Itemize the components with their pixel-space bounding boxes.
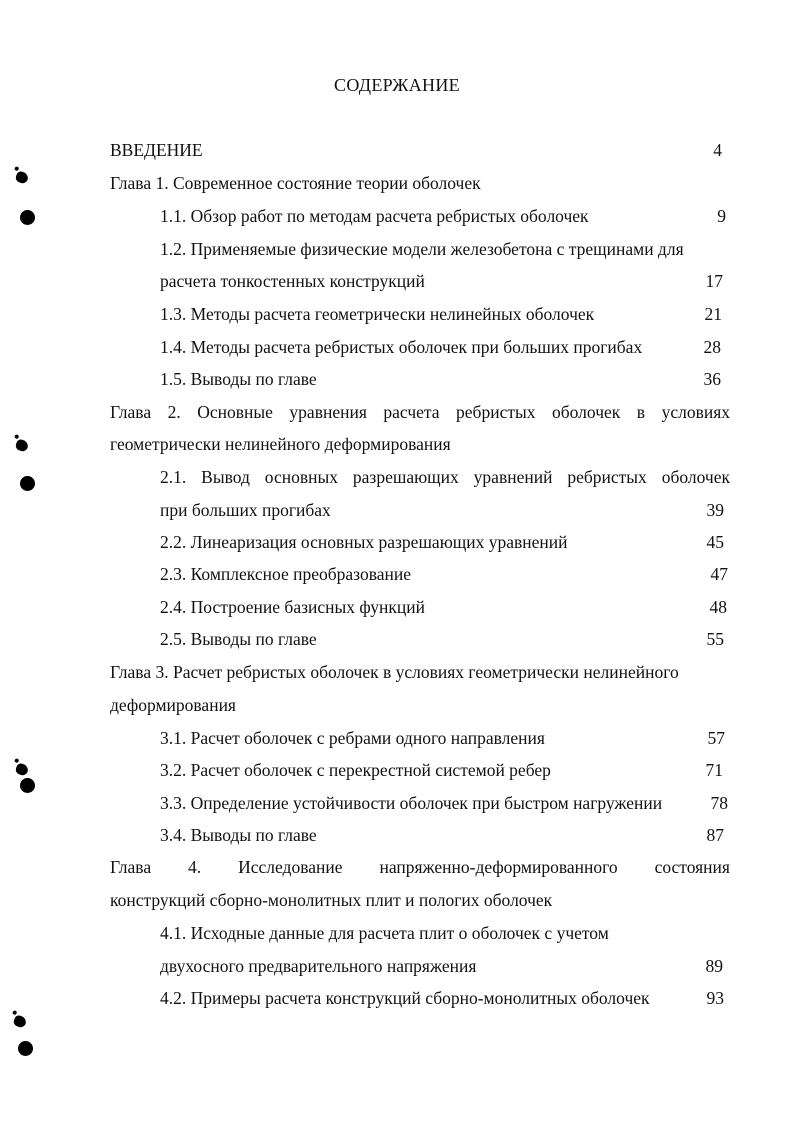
toc-entry-text: двухосного предварительного напряжения bbox=[160, 956, 477, 976]
toc-entry-text: 2.2. Линеаризация основных разрешающих уравнений bbox=[160, 532, 568, 552]
toc-entry-text: Глава 3. Расчет ребристых оболочек в условиях геометрически нелинейного bbox=[110, 662, 679, 682]
toc-entry-page: 17 bbox=[705, 271, 723, 291]
toc-chapter-4 bbox=[110, 854, 730, 880]
toc-section-1-1 bbox=[160, 203, 726, 229]
toc-entry-page: 4 bbox=[713, 140, 722, 160]
toc-entry-page: 78 bbox=[710, 793, 728, 813]
toc-word: состояния bbox=[654, 857, 730, 877]
toc-entry-introduction bbox=[110, 137, 722, 163]
toc-entry-page: 28 bbox=[703, 337, 721, 357]
toc-entry-page: 55 bbox=[706, 629, 724, 649]
toc-entry-text: 2.4. Построение базисных функций bbox=[160, 597, 426, 617]
toc-word: Исследование bbox=[238, 857, 343, 877]
toc-section-3-3 bbox=[160, 790, 728, 816]
toc-chapter-3-cont bbox=[110, 692, 730, 718]
toc-entry-text: 2.3. Комплексное преобразование bbox=[160, 564, 411, 584]
toc-chapter-2: Глава 2. Основные уравнения расчета ребристых оболочек в условиях bbox=[110, 402, 730, 422]
toc-section-4-1-cont bbox=[160, 953, 723, 979]
toc-entry-text: 3.1. Расчет оболочек с ребрами одного направления bbox=[160, 728, 545, 748]
toc-section-2-1-cont bbox=[160, 497, 724, 523]
binder-hole-dot bbox=[18, 1041, 33, 1056]
toc-entry-text: Глава 1. Современное состояние теории оболочек bbox=[110, 173, 481, 193]
toc-section-2-4 bbox=[160, 594, 727, 620]
toc-chapter-2-cont bbox=[110, 431, 730, 457]
toc-entry-text: 1.2. Применяемые физические модели железобетона с трещинами для bbox=[160, 239, 684, 259]
toc-section-3-2 bbox=[160, 757, 723, 783]
toc-entry-text: деформирования bbox=[110, 695, 236, 715]
binder-hole-dot bbox=[20, 210, 35, 225]
toc-entry-page: 39 bbox=[706, 500, 724, 520]
toc-word: напряженно-деформированного bbox=[379, 857, 618, 877]
toc-entry-text: конструкций сборно-монолитных плит и пологих оболочек bbox=[110, 890, 553, 910]
toc-chapter-4-cont bbox=[110, 887, 730, 913]
toc-section-1-4 bbox=[160, 334, 721, 360]
toc-entry-page: 57 bbox=[707, 728, 725, 748]
page-title: СОДЕРЖАНИЕ bbox=[334, 75, 460, 95]
toc-entry-text: 3.3. Определение устойчивости оболочек при быстром нагружении bbox=[160, 793, 663, 813]
toc-word: 4. bbox=[188, 857, 202, 877]
toc-chapter-3 bbox=[110, 659, 730, 685]
binder-hole-dot bbox=[20, 778, 35, 793]
toc-entry-text: 3.2. Расчет оболочек с перекрестной системой ребер bbox=[160, 760, 551, 780]
toc-entry-page: 87 bbox=[706, 825, 724, 845]
toc-section-1-5 bbox=[160, 366, 721, 392]
toc-section-2-3 bbox=[160, 561, 728, 587]
toc-entry-text: 1.5. Выводы по главе bbox=[160, 369, 317, 389]
toc-entry-text: при больших прогибах bbox=[160, 500, 331, 520]
toc-entry-page: 21 bbox=[704, 304, 722, 324]
toc-section-1-2-cont bbox=[160, 268, 723, 294]
toc-section-3-4 bbox=[160, 822, 724, 848]
toc-word: Глава bbox=[110, 857, 152, 877]
binder-hole-mark bbox=[14, 762, 29, 776]
toc-entry-page: 89 bbox=[705, 956, 723, 976]
toc-entry-page: 48 bbox=[709, 597, 727, 617]
toc-entry-text: 1.1. Обзор работ по методам расчета ребристых оболочек bbox=[160, 206, 589, 226]
toc-section-4-1 bbox=[160, 920, 730, 946]
toc-section-3-1 bbox=[160, 725, 725, 751]
toc-entry-page: 36 bbox=[703, 369, 721, 389]
toc-entry-text: ВВЕДЕНИЕ bbox=[110, 140, 203, 160]
toc-entry-text: расчета тонкостенных конструкций bbox=[160, 271, 425, 291]
toc-entry-text: 3.4. Выводы по главе bbox=[160, 825, 317, 845]
toc-entry-page: 93 bbox=[706, 988, 724, 1008]
binder-hole-mark bbox=[14, 170, 29, 184]
toc-entry-page: 45 bbox=[706, 532, 724, 552]
toc-section-2-5 bbox=[160, 626, 724, 652]
toc-entry-page: 71 bbox=[705, 760, 723, 780]
toc-section-2-2 bbox=[160, 529, 724, 555]
toc-entry-text: 1.3. Методы расчета геометрически нелинейных оболочек bbox=[160, 304, 595, 324]
toc-entry-text: геометрически нелинейного деформирования bbox=[110, 434, 451, 454]
binder-hole-dot bbox=[20, 476, 35, 491]
toc-entry-text: 1.4. Методы расчета ребристых оболочек при больших прогибах bbox=[160, 337, 643, 357]
toc-section-1-2 bbox=[160, 236, 730, 262]
binder-hole-mark bbox=[12, 1014, 27, 1028]
toc-section-4-2 bbox=[160, 985, 724, 1011]
toc-entry-text: 4.2. Примеры расчета конструкций сборно-монолитных оболочек bbox=[160, 988, 650, 1008]
toc-entry-page: 47 bbox=[710, 564, 728, 584]
toc-section-2-1: 2.1. Вывод основных разрешающих уравнений ребристых оболочек bbox=[160, 467, 730, 487]
toc-entry-text: 2.5. Выводы по главе bbox=[160, 629, 317, 649]
toc-section-1-3 bbox=[160, 301, 722, 327]
toc-chapter-1 bbox=[110, 170, 730, 196]
toc-entry-page: 9 bbox=[717, 206, 726, 226]
toc-entry-text: 4.1. Исходные данные для расчета плит о оболочек с учетом bbox=[160, 923, 609, 943]
binder-hole-mark bbox=[14, 438, 29, 452]
